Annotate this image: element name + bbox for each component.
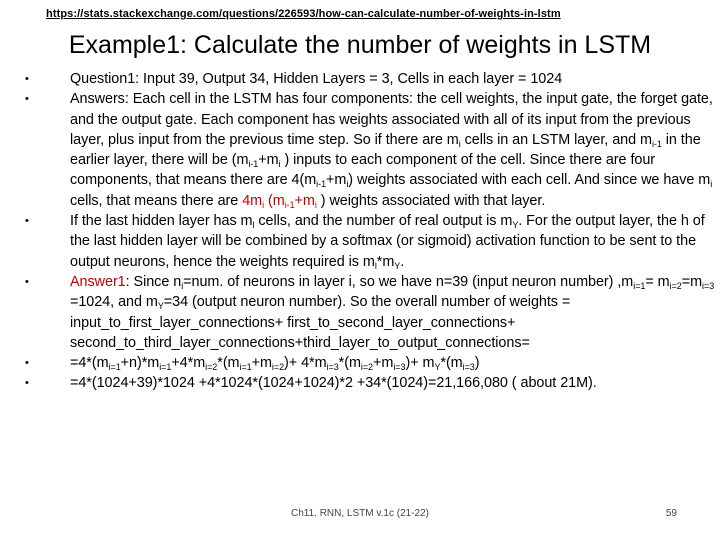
- answer1-text: Answer1: Since $n_i=num$. of neurons in layer i, so we have n=39 (input neuron number) $,m_{i=1}= m_{i=2}=m_{i=3} =1024$, and $m_Y=34$ (output neuron number). So the overall number of weights = input_to_first_layer_connections+ first_to_second_layer_connections+ second_to_third_layer_connections+third_layer_to_output_connections=: [70, 273, 715, 351]
- bullet-icon: •: [25, 73, 29, 85]
- highlighted-formula: $4m_i$ ($m_{i-1}+m_i$: [242, 192, 317, 210]
- bullet-icon: •: [25, 357, 29, 370]
- bullet-icon: •: [25, 377, 29, 390]
- answer1-label: Answer1: [70, 273, 126, 290]
- bullet-icon: •: [25, 215, 29, 228]
- formula-symbolic: $=4*(m_{i=1}+n)*m_{i=1}+4*m_{i=2}*(m_{i=1}+m_{i=2})+ 4*m_{i=3}*(m_{i=2}+m_{i=3})+ m_Y*(m_{i=3})$: [70, 355, 480, 373]
- answers-text: Answers: Each cell in the LSTM has four components: the cell weights, the input gate, the forget gate, and the output gate. Each component has weights associated with all of its input from the previous layer, plus input from the previous time step. So if there are $m_i$ cells in an LSTM layer, and $m_{i-1}$ in the earlier layer, there will be ($m_{i-1}+m_i$ ) inputs to each component of the cell. Since there are four components, that means there are $4(m_{i-1}+m_i)$ weights associated with each cell. And since we have $m_i$ cells, that means there are $4m_i$ ($m_{i-1}+m_i$ ) weights associated with that layer.: [70, 91, 713, 210]
- bullet-answer1: [25, 272, 715, 353]
- bullet-last-hidden-layer: [25, 211, 715, 272]
- slide-title: Example1: Calculate the number of weights in LSTM: [68, 31, 652, 59]
- bullet-icon: •: [25, 93, 29, 106]
- slide-footer: Ch11. RNN, LSTM v.1c (21-22): [290, 508, 429, 519]
- bullet-formula-numeric: [25, 373, 715, 393]
- bullet-list: [25, 69, 715, 394]
- formula-numeric: =4*(1024+39)*1024 +4*1024*(1024+1024)*2 +34*(1024)=21,166,080 ( about 21M).: [70, 375, 597, 392]
- bullet-formula-symbolic: [25, 353, 715, 373]
- source-link[interactable]: https://stats.stackexchange.com/questions/226593/how-can-calculate-number-of-weights-in-lstm: [46, 8, 561, 20]
- bullet-answers: [25, 89, 715, 211]
- bullet-question1: [25, 69, 715, 89]
- last-layer-text: If the last hidden layer has $m_l$ cells, and the number of real output is $m_Y$. For the output layer, the h of the last hidden layer will be combined by a softmax (or sigmoid) activation function to be sent to the output neurons, hence the weights required is $m_l*m_Y$.: [70, 213, 705, 271]
- bullet-icon: •: [25, 275, 29, 288]
- page-number: 59: [665, 508, 677, 519]
- question1-text: Question1: Input 39, Output 34, Hidden Layers = 3, Cells in each layer = 1024: [70, 71, 563, 87]
